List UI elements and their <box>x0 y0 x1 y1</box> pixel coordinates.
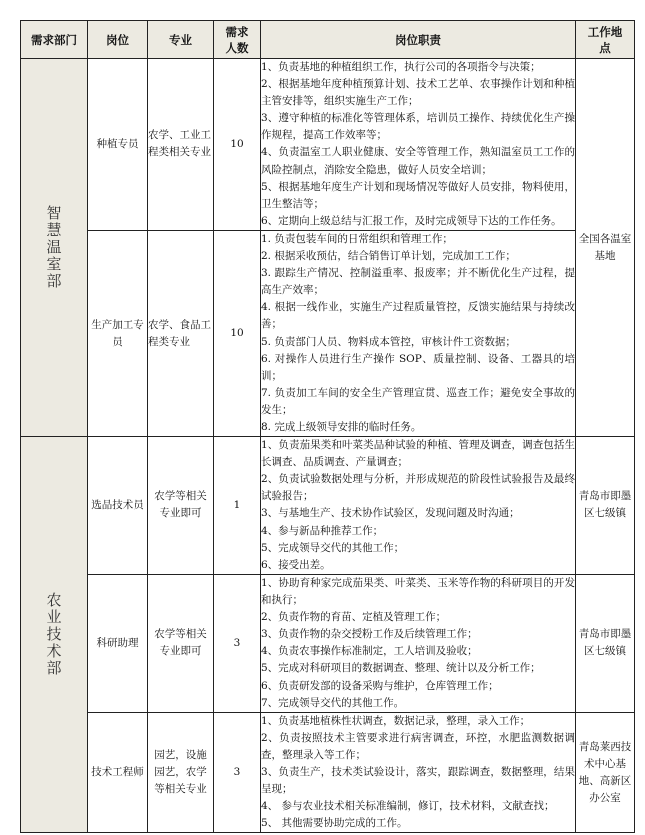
duties-cell <box>261 230 576 436</box>
dept-name: 智慧温室部 <box>46 204 62 291</box>
major-cell: 园艺，设施园艺，农学等相关专业 <box>148 712 214 833</box>
count-cell: 10 <box>214 230 261 436</box>
count-cell: 3 <box>214 712 261 833</box>
header-count <box>214 21 261 59</box>
duty-item: 5、根据基地年度生产计划和现场情况等做好人员安排，物料使用，卫生整洁等； <box>261 180 575 210</box>
duty-item: 7、完成领导交代的其他工作。 <box>261 696 405 709</box>
duty-item: 2、负责试验数据处理与分析，并形成规范的阶段性试验报告及最终试验报告； <box>261 473 575 503</box>
post-cell: 种植专员 <box>88 59 148 231</box>
duty-item: 1、协助育种家完成茄果类、叶菜类、玉米等作物的科研项目的开发和执行； <box>261 576 575 607</box>
duty-item: 5、完成对科研项目的数据调查、整理、统计以及分析工作； <box>261 662 541 675</box>
duty-item: 6、接受出差。 <box>261 558 331 571</box>
header-major: 专业 <box>148 21 214 59</box>
table-row <box>21 712 635 833</box>
duty-item: 6. 对操作人员进行生产操作 SOP、质量控制、设备、工器具的培训； <box>261 352 575 382</box>
duty-item: 4、 参与农业技术相关标准编制，修订，技术材料，文献查找； <box>261 800 555 813</box>
duties-cell <box>261 712 576 833</box>
header-location <box>576 21 635 59</box>
duty-item: 8. 完成上级领导安排的临时任务。 <box>261 420 422 433</box>
duty-item: 3. 跟踪生产情况、控制溢重率、报废率；并不断优化生产过程，提高生产效率； <box>261 267 575 297</box>
location-cell: 青岛市即墨区七级镇 <box>576 574 635 712</box>
duty-item: 2、负责作物的育苗、定植及管理工作； <box>261 611 447 624</box>
table-row <box>21 59 635 231</box>
post-cell: 选品技术员 <box>88 437 148 575</box>
recruitment-table <box>20 20 635 833</box>
duty-item: 3、负责作物的杂交授粉工作及后续管理工作； <box>261 628 478 641</box>
duty-item: 4、负责温室工人职业健康、安全等管理工作，熟知温室员工工作的风险控制点，消除安全隐患，做好人员安全培训； <box>261 146 575 176</box>
dept-cell <box>21 59 88 437</box>
post-cell: 科研助理 <box>88 574 148 712</box>
duties-cell <box>261 437 576 575</box>
dept-cell <box>21 437 88 833</box>
duty-item: 1、负责基地的种植组织工作，执行公司的各项指令与决策； <box>261 61 541 73</box>
duty-item: 6、定期向上级总结与汇报工作，及时完成领导下达的工作任务。 <box>261 214 562 227</box>
major-cell: 农学等相关专业即可 <box>148 574 214 712</box>
duty-item: 4. 根据一线作业，实施生产过程质量管控，反馈实施结果与持续改善； <box>261 301 575 331</box>
duty-item: 3、负责生产，技术类试验设计，落实，跟踪调查，数据整理，结果呈现； <box>261 766 575 796</box>
duty-item: 4、负责农事操作标准制定，工人培训及验收； <box>261 645 478 658</box>
dept-name: 农业技术部 <box>46 591 62 678</box>
major-cell: 农学、食品工程类专业 <box>148 230 214 436</box>
location-cell: 青岛市即墨区七级镇 <box>576 437 635 575</box>
duty-item: 3、与基地生产、技术协作试验区，发现问题及时沟通； <box>261 507 520 520</box>
duty-item: 5. 负责部门人员、物料成本管控，审核计件工资数据； <box>261 335 516 348</box>
duty-item: 3、遵守种植的标准化等管理体系，培训员工操作、持续优化生产操作规程，提高工作效率等； <box>261 112 575 142</box>
duty-item: 5、 其他需要协助完成的工作。 <box>261 817 408 830</box>
duties-cell <box>261 59 576 231</box>
count-cell: 3 <box>214 574 261 712</box>
duty-item: 5、完成领导交代的其他工作； <box>261 541 405 554</box>
header-location-label: 工作地点 <box>587 24 623 55</box>
location-cell: 全国各温室基地 <box>576 59 635 437</box>
header-count-label: 需求人数 <box>225 24 249 55</box>
duties-cell <box>261 574 576 712</box>
duty-item: 2. 根据采收预估，结合销售订单计划，完成加工工作； <box>261 250 516 263</box>
duty-item: 2、负责按照技术主管要求进行病害调查，环控，水肥监测数据调查，整理录入等工作； <box>261 731 575 761</box>
duty-item: 1. 负责包装车间的日常组织和管理工作； <box>261 232 453 245</box>
location-cell: 青岛莱西技术中心基地、高新区办公室 <box>576 712 635 833</box>
table-row <box>21 437 635 575</box>
post-cell: 技术工程师 <box>88 712 148 833</box>
duty-item: 7. 负责加工车间的安全生产管理宣贯、巡查工作；避免安全事故的发生； <box>261 386 575 416</box>
major-cell: 农学等相关专业即可 <box>148 437 214 575</box>
table-row <box>21 230 635 436</box>
major-cell: 农学、工业工程类相关专业 <box>148 59 214 231</box>
duty-item: 2、根据基地年度种植预算计划、技术工艺单、农事操作计划和种植主管安排等，组织实施生产工作； <box>261 78 575 108</box>
post-cell: 生产加工专员 <box>88 230 148 436</box>
duty-item: 6、负责研发部的设备采购与维护，仓库管理工作； <box>261 679 499 692</box>
header-dept: 需求部门 <box>21 21 88 59</box>
table-row <box>21 574 635 712</box>
header-post: 岗位 <box>88 21 148 59</box>
count-cell: 10 <box>214 59 261 231</box>
count-cell: 1 <box>214 437 261 575</box>
duty-item: 1、负责基地植株性状调查，数据记录，整理，录入工作； <box>261 714 531 727</box>
header-row <box>21 21 635 59</box>
duty-item: 1、负责茄果类和叶菜类品种试验的种植、管理及调查，调查包括生长调查、品质调查、产量调查； <box>261 439 575 469</box>
duty-item: 4、参与新品种推荐工作； <box>261 524 384 537</box>
header-duties: 岗位职责 <box>261 21 576 59</box>
